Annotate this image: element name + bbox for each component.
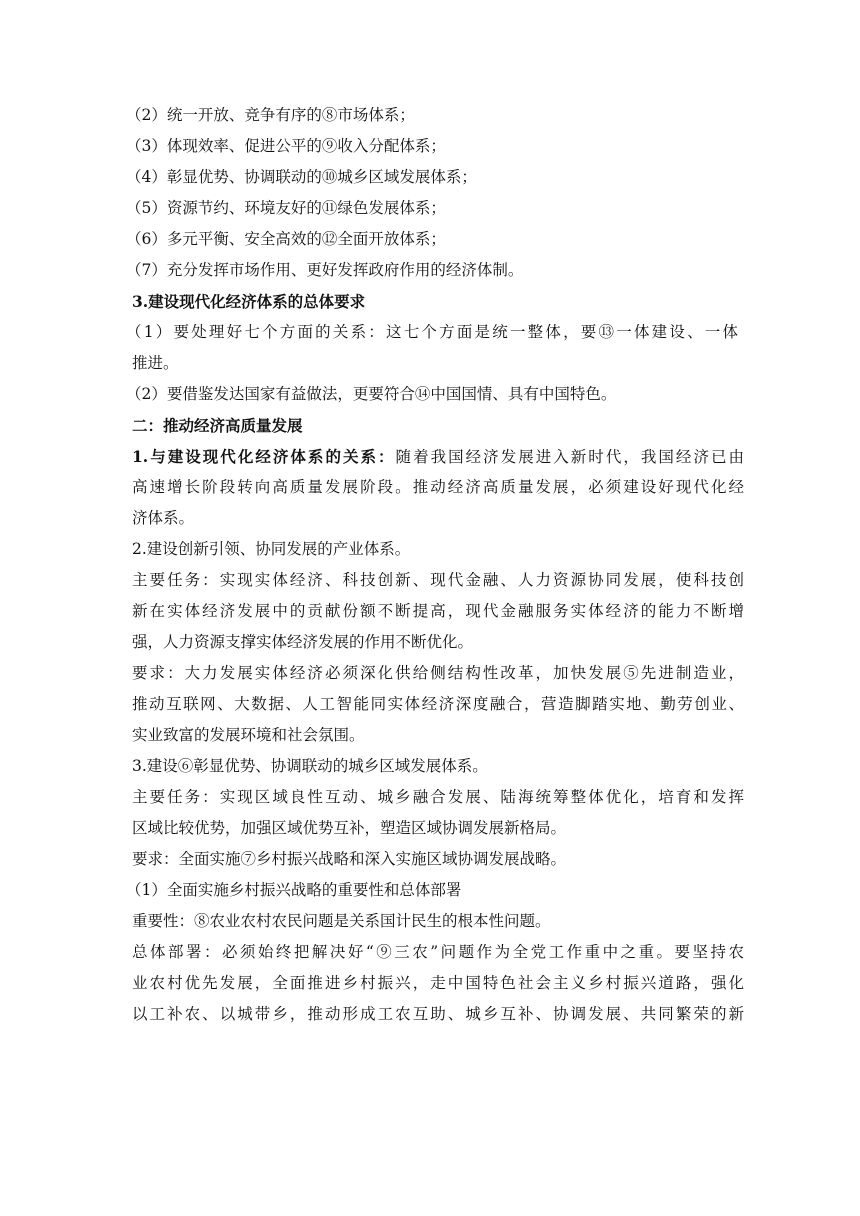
- line-text: 实业致富的发展环境和社会氛围。: [132, 726, 365, 744]
- paragraph-line: [132, 689, 744, 720]
- heading-text: 3.建设现代化经济体系的总体要求: [132, 292, 366, 311]
- paragraph-line: [132, 658, 744, 689]
- line-text: 随着我国经济发展进入新时代，我国经济已由: [395, 448, 744, 466]
- line-text: 推进。: [132, 354, 179, 372]
- list-item-7: [126, 255, 738, 286]
- paragraph-line: [132, 503, 744, 534]
- line-text: （5）资源节约、环境友好的⑪绿色发展体系；: [126, 199, 446, 217]
- line-text: 主要任务：实现区域良性互动、城乡融合发展、陆海统筹整体优化，培育和发挥: [132, 788, 744, 806]
- paragraph-line: [132, 813, 744, 844]
- line-text: 主要任务：实现实体经济、科技创新、现代金融、人力资源协同发展，使科技创: [132, 571, 744, 589]
- paragraph-line: [132, 906, 744, 937]
- heading-text: 二：推动经济高质量发展: [132, 416, 303, 435]
- line-text: 3.建设⑥彰显优势、协调联动的城乡区域发展体系。: [132, 757, 488, 775]
- paragraph-line: [132, 968, 744, 999]
- paragraph-line: [126, 317, 738, 348]
- line-text: （2）要借鉴发达国家有益做法，更要符合⑭中国国情、具有中国特色。: [126, 385, 617, 403]
- paragraph-line: [132, 348, 744, 379]
- paragraph-line: [132, 596, 744, 627]
- list-item-2: [126, 100, 738, 131]
- list-item-3: [126, 131, 738, 162]
- line-text: 强，人力资源支撑实体经济发展的作用不断优化。: [132, 633, 474, 651]
- paragraph-line: [132, 441, 744, 472]
- paragraph-line: [126, 875, 738, 906]
- line-text: （4）彰显优势、协调联动的⑩城乡区域发展体系；: [126, 168, 477, 186]
- line-text: 区域比较优势，加强区域优势互补，塑造区域协调发展新格局。: [132, 819, 567, 837]
- line-text: （1）要处理好七个方面的关系：这七个方面是统一整体，要⑬一体建设、一体: [126, 323, 738, 341]
- paragraph-line: [132, 782, 744, 813]
- list-item-6: [126, 224, 738, 255]
- subsection-heading: [132, 751, 744, 782]
- paragraph-line: [132, 937, 744, 968]
- paragraph-line: [132, 472, 744, 503]
- paragraph-line: [132, 844, 744, 875]
- line-text: 新在实体经济发展中的贡献份额不断提高，现代金融服务实体经济的能力不断增: [132, 602, 744, 620]
- line-text: （7）充分发挥市场作用、更好发挥政府作用的经济体制。: [126, 261, 524, 279]
- line-text: （1）全面实施乡村振兴战略的重要性和总体部署: [126, 881, 462, 899]
- subsection-heading: [132, 534, 744, 565]
- paragraph-line: [132, 565, 744, 596]
- line-text: （2）统一开放、竞争有序的⑧市场体系；: [126, 106, 415, 124]
- line-text: （6）多元平衡、安全高效的⑫全面开放体系；: [126, 230, 446, 248]
- paragraph-line: [132, 627, 744, 658]
- line-text: 2.建设创新引领、协同发展的产业体系。: [132, 540, 411, 558]
- section-heading: [132, 286, 744, 317]
- list-item-4: [126, 162, 738, 193]
- line-text: 重要性：⑧农业农村农民问题是关系国计民生的根本性问题。: [132, 912, 551, 930]
- list-item-5: [126, 193, 738, 224]
- line-text: 高速增长阶段转向高质量发展阶段。推动经济高质量发展，必须建设好现代化经: [132, 478, 744, 496]
- line-text: 总体部署：必须始终把解决好“⑨三农”问题作为全党工作重中之重。要坚持农: [132, 943, 744, 961]
- line-text: 以工补农、以城带乡，推动形成工农互助、城乡互补、协调发展、共同繁荣的新: [132, 1005, 744, 1023]
- line-text: 要求：全面实施⑦乡村振兴战略和深入实施区域协调发展战略。: [132, 850, 567, 868]
- inline-bold-label: 1.与建设现代化经济体系的关系：: [132, 447, 396, 466]
- line-text: 济体系。: [132, 509, 195, 527]
- line-text: （3）体现效率、促进公平的⑨收入分配体系；: [126, 137, 446, 155]
- line-text: 推动互联网、大数据、人工智能同实体经济深度融合，营造脚踏实地、勤劳创业、: [132, 695, 744, 713]
- line-text: 业农村优先发展，全面推进乡村振兴，走中国特色社会主义乡村振兴道路，强化: [132, 974, 744, 992]
- paragraph-line: [132, 720, 744, 751]
- document-body: [126, 100, 744, 1030]
- line-text: 要求：大力发展实体经济必须深化供给侧结构性改革，加快发展⑤先进制造业，: [132, 664, 744, 682]
- paragraph-line: [132, 999, 744, 1030]
- section-heading: [132, 410, 744, 441]
- paragraph-line: [126, 379, 738, 410]
